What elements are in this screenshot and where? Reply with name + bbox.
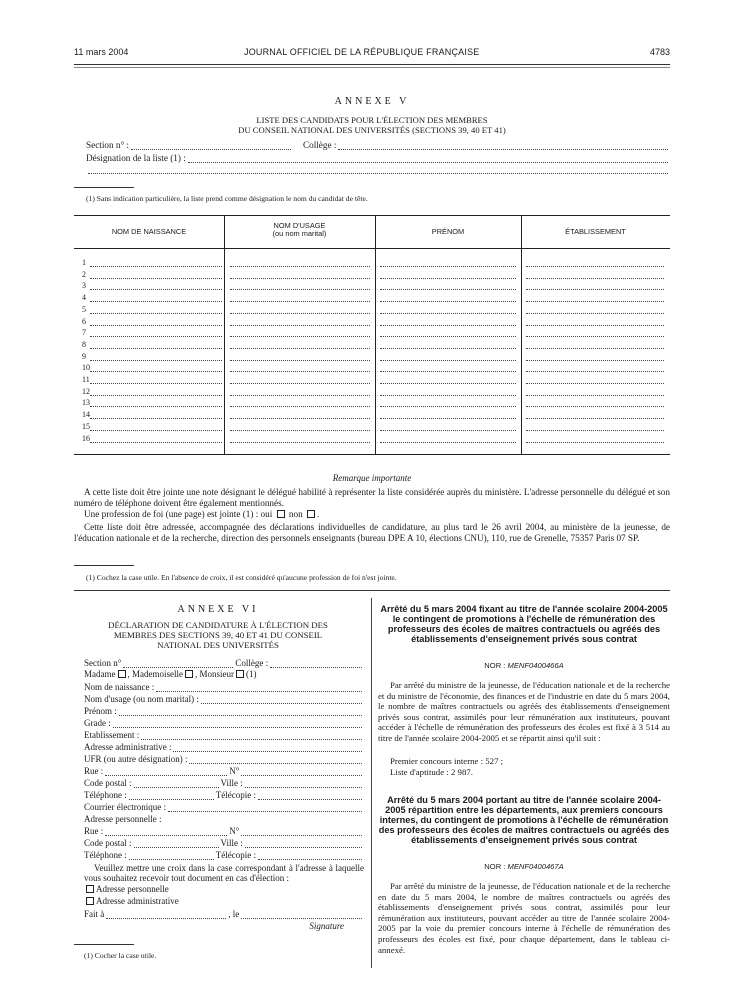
col-header-nom-naissance: NOM DE NAISSANCE [111,227,187,236]
fait-label: Fait à [84,909,105,919]
telephone2-label: Téléphone : [84,850,127,860]
row-number: 13 [82,398,90,408]
nom-naissance-cell[interactable] [90,328,222,337]
annex5-footnote-rule [74,187,134,188]
arrete2-nor-code: MENF0400467A [507,862,564,871]
header-rule [74,64,670,65]
annex5-footnote: (1) Sans indication particulière, la liste prend comme désignation le nom du candidat de tête. [86,194,368,203]
nom-naissance-cell[interactable] [90,258,222,267]
table-row [74,398,670,409]
option-perso-row [84,883,364,895]
adresse-administrative-label: Adresse administrative : [84,742,172,752]
nom-naissance-label: Nom de naissance : [84,682,155,692]
prenom-cell[interactable] [380,363,516,372]
nom-usage-cell[interactable] [230,305,370,314]
prenom-cell[interactable] [380,281,516,290]
annex6-college-field[interactable] [270,660,362,668]
annex5-college-label: Collège : [302,140,337,150]
courrier-field[interactable] [168,804,362,812]
adresse-perso-label: Adresse personnelle : [84,814,162,824]
annex5-designation-row [86,153,670,163]
nom-naissance-cell[interactable] [90,270,222,279]
etablissement-cell[interactable] [526,340,664,349]
annex6-title: ANNEXE VI [177,604,259,615]
ville2-label: Ville : [220,838,243,848]
row-number: 2 [82,269,86,279]
table-row [74,317,670,328]
arrete1-nor-label: NOR : [484,661,506,670]
etablissement-cell[interactable] [526,270,664,279]
nom-usage-field[interactable] [201,696,362,704]
table-row [74,293,670,304]
candidates-table [74,215,670,455]
annex6-rue-row [84,764,364,776]
checkbox-mademoiselle[interactable] [185,670,193,678]
monsieur-label: Monsieur [199,669,234,679]
arrete1-item1: Premier concours interne : 527 ; [390,756,504,766]
etablissement-cell[interactable] [526,293,664,302]
annex5-footnote2-rule [74,565,134,566]
annex6-telephone-row [84,788,364,800]
etablissement-cell[interactable] [526,317,664,326]
prenom-label: Prénom : [84,706,117,716]
annex6-courrier-row [84,800,364,812]
arrete2-nor-label: NOR : [484,862,506,871]
prenom-cell[interactable] [380,375,516,384]
nom-naissance-cell[interactable] [90,281,222,290]
row-number: 7 [82,328,86,338]
running-header [74,47,670,61]
adresse-administrative-field[interactable] [173,744,362,752]
annex6-college-label: Collège : [235,658,269,668]
row-number: 14 [82,410,90,420]
remark-paragraph-3 [74,522,670,543]
table-row [74,434,670,445]
annex6-code-postal-row [84,776,364,788]
table-row [74,258,670,269]
row-number: 1 [82,258,86,267]
remark-paragraph-3-text: Cette liste doit être adressée, accompagnée des déclarations individuelles de candidature, au plus tard le 26 avril 2004, au ministère de la jeunesse, de l'éducation nationale et de la recherche, direction des personnels enseignants (bureau DPE A 10, élections CNU), 110, rue de Grenelle, 75357 Paris 07 SP. [74,522,670,543]
row-number: 16 [82,433,90,443]
row-number: 10 [82,363,90,373]
nom-usage-cell[interactable] [230,422,370,431]
annex5-designation-label: Désignation de la liste (1) : [86,153,186,163]
table-row [74,363,670,374]
etablissement-cell[interactable] [526,352,664,361]
nom-usage-cell[interactable] [230,352,370,361]
table-row [74,422,670,433]
etablissement-cell[interactable] [526,258,664,267]
rue2-label: Rue : [84,826,104,836]
row-number: 15 [82,421,90,431]
etablissement-cell[interactable] [526,387,664,396]
annex6-code-postal2-row [84,836,364,848]
nom-naissance-cell[interactable] [90,375,222,384]
prenom-cell[interactable] [380,352,516,361]
annex6-section-field[interactable] [123,660,233,668]
checkbox-adresse-perso[interactable] [86,885,94,893]
annex6-adresse-perso-row [84,812,364,824]
table-row [74,375,670,386]
nom-usage-cell[interactable] [230,328,370,337]
etablissement-cell[interactable] [526,375,664,384]
annex5-college-field[interactable] [338,142,668,150]
col-header-prenom: PRÉNOM [431,227,465,236]
table-row [74,270,670,281]
column-divider [371,598,372,968]
remark-paragraph-2: Une profession de foi (une page) est jointe (1) : oui non . [84,509,320,519]
remark-paragraph-1 [74,487,670,508]
header-page-number: 4783 [649,47,670,57]
prenom-cell[interactable] [380,434,516,443]
code-postal2-label: Code postal : [84,838,132,848]
mademoiselle-label: Mademoiselle [132,669,183,679]
row-number: 4 [82,293,86,303]
annex6-section-label: Section n° [84,658,122,668]
annex6-telephone2-row [84,848,364,860]
annex5-subtitle-line1: LISTE DES CANDIDATS POUR L'ÉLECTION DES MEMBRES [256,115,488,125]
checkbox-adresse-admin[interactable] [86,897,94,905]
annex6-grade-row [84,716,364,728]
annex6-adresse-administrative-row [84,740,364,752]
le-field[interactable] [241,911,362,919]
row-number: 6 [82,316,86,326]
grade-label: Grade : [84,718,111,728]
annex6-prenom-row [84,704,364,716]
arrete1-title: Arrêté du 5 mars 2004 fixant au titre de l'année scolaire 2004-2005 le contingent de promotions à l'échelle de rémunération des professeurs des écoles de maîtres contractuels ou agréés des établissements d'enseignement privés sous contrat [380,604,668,644]
nom-naissance-cell[interactable] [90,340,222,349]
annex5-subtitle-line2: DU CONSEIL NATIONAL DES UNIVERSITÉS (SECTIONS 39, 40 ET 41) [238,125,506,135]
annex6-footnote-rule [74,944,134,945]
nom-usage-cell[interactable] [230,340,370,349]
row-number: 12 [82,386,90,396]
arrete2-body: Par arrêté du ministre de la jeunesse, de l'éducation nationale et de la recherche en date du 5 mars 2004, le nombre de maîtres contractuels ou agréés des établissements d'enseignement privés sous contrat, assimilés pour leur rémunération aux instituteurs, pouvant accéder au titre de l'année scolaire 2004-2005 par la voie du premier concours interne à l'échelle de rémunération des professeurs des écoles est fixé, pour chaque département, dans le tableau ci-annexé. [378,881,670,955]
header-rule-thin [74,67,670,68]
telecopie-field[interactable] [258,792,362,800]
prenom-cell[interactable] [380,410,516,419]
nom-usage-cell[interactable] [230,410,370,419]
annex5-section-row [86,140,670,150]
telecopie2-label: Télécopie : [215,850,256,860]
annex5-designation-row2 [86,166,670,174]
rue2-field[interactable] [105,828,227,836]
etablissement-cell[interactable] [526,305,664,314]
etablissement-cell[interactable] [526,363,664,372]
nom-usage-cell[interactable] [230,293,370,302]
courrier-label: Courrier électronique : [84,802,166,812]
ville-label: Ville : [220,778,243,788]
prenom-cell[interactable] [380,305,516,314]
telecopie-label: Télécopie : [215,790,256,800]
nom-naissance-cell[interactable] [90,398,222,407]
nom-naissance-cell[interactable] [90,422,222,431]
arrete2-title: Arrêté du 5 mars 2004 portant au titre de l'année scolaire 2004-2005 répartition entre les départements, aux premiers concours internes, du contingent de promotions à l'échelle de rémunération des professeurs des écoles de maîtres contractuels ou agréés des établissements d'enseignement privés sous contrat [378,795,670,845]
remark-paragraph-2-text: Une profession de foi (une page) est jointe (1) : oui [84,509,273,519]
etablissement-cell[interactable] [526,410,664,419]
telephone2-field[interactable] [129,852,214,860]
table-row [74,281,670,292]
prenom-cell[interactable] [380,398,516,407]
checkbox-non[interactable] [307,510,315,518]
header-date: 11 mars 2004 [74,47,129,57]
prenom-cell[interactable] [380,387,516,396]
nom-naissance-cell[interactable] [90,293,222,302]
row-number: 5 [82,304,86,314]
table-row [74,387,670,398]
ufr-label: UFR (ou autre désignation) : [84,754,188,764]
arrete2-nor [378,862,670,871]
grade-field[interactable] [113,720,362,728]
row-number: 8 [82,339,86,349]
nom-usage-cell[interactable] [230,317,370,326]
no2-label: N° [229,826,240,836]
nom-usage-cell[interactable] [230,281,370,290]
rue-field[interactable] [105,768,227,776]
table-row [74,305,670,316]
madame-label: Madame [84,669,116,679]
etablissement-cell[interactable] [526,328,664,337]
annex6-field-rows [84,680,364,764]
annex5-designation-field-continued[interactable] [88,166,668,174]
no2-field[interactable] [241,828,362,836]
nom-naissance-cell[interactable] [90,305,222,314]
col-header-nom-usage [224,222,375,238]
signature-label: Signature [309,921,344,931]
telephone-field[interactable] [129,792,214,800]
table-row [74,328,670,339]
annex6-nom-naissance-row [84,680,364,692]
nom-naissance-cell[interactable] [90,434,222,443]
prenom-field[interactable] [119,708,362,716]
annex6-nom-usage-row [84,692,364,704]
etablissement-cell[interactable] [526,434,664,443]
no-label: N° [229,766,240,776]
nom-usage-cell[interactable] [230,398,370,407]
col-header-nom-usage-line2: (ou nom marital) [272,229,327,238]
civility-note: (1) [246,669,257,679]
prenom-cell[interactable] [380,293,516,302]
row-number: 9 [82,351,86,361]
prenom-cell[interactable] [380,258,516,267]
header-journal-title: JOURNAL OFFICIEL DE LA RÉPUBLIQUE FRANÇAISE [244,47,480,57]
arrete1-nor-code: MENF0400466A [507,661,564,670]
nom-usage-cell[interactable] [230,270,370,279]
annex6-subtitle-line2: MEMBRES DES SECTIONS 39, 40 ET 41 DU CONSEIL [113,630,323,640]
annex5-title: ANNEXE V [334,96,410,107]
nom-naissance-field[interactable] [156,684,362,692]
annex6-section-row [84,656,364,668]
nom-usage-cell[interactable] [230,363,370,372]
prenom-cell[interactable] [380,422,516,431]
nom-usage-cell[interactable] [230,258,370,267]
annex6-fait-row [84,907,364,919]
annex6-etablissement-row [84,728,364,740]
checkbox-monsieur[interactable] [236,670,244,678]
annex6-subtitle-line1: DÉCLARATION DE CANDIDATURE À L'ÉLECTION DES [108,620,328,630]
etablissement-cell[interactable] [526,422,664,431]
annex5-designation-field[interactable] [188,155,668,163]
annex5-footnote2: (1) Cochez la case utile. En l'absence de croix, il est considéré qu'aucune profession de foi n'est jointe. [86,573,397,582]
etablissement-field[interactable] [141,732,362,740]
col-header-nom-usage-line1: NOM D'USAGE [273,221,326,230]
etablissement-cell[interactable] [526,398,664,407]
table-row [74,340,670,351]
telephone-label: Téléphone : [84,790,127,800]
le-label: , le [228,909,240,919]
etablissement-label: Etablissement : [84,730,140,740]
arrete1-item2: Liste d'aptitude : 2 987. [390,767,473,777]
prenom-cell[interactable] [380,328,516,337]
annex6-subtitle-line3: NATIONAL DES UNIVERSITÉS [157,640,279,650]
option-perso-label: Adresse personnelle [96,884,169,894]
prenom-cell[interactable] [380,270,516,279]
annex6-form [84,656,364,931]
nom-usage-cell[interactable] [230,375,370,384]
telecopie2-field[interactable] [258,852,362,860]
option-admin-row [84,895,364,907]
table-header-rule [74,248,670,249]
remark-paragraph-2-non: non [288,509,303,519]
option-admin-label: Adresse administrative [96,896,179,906]
row-number: 3 [82,281,86,291]
arrete1-body: Par arrêté du ministre de la jeunesse, de l'éducation nationale et de la recherche et du ministre de l'économie, des finances et de l'industrie en date du 5 mars 2004, le nombre de maîtres contractuels ou agréés des établissements d'enseignement privés sous contrat, assimilés pour leur rémunération aux instituteurs, pouvant accéder à l'échelle de rémunération des professeurs des écoles est fixé à 3 514 au titre de l'année scolaire 2004-2005 et se répartit ainsi qu'il suit : [378,680,670,743]
nom-naissance-cell[interactable] [90,387,222,396]
code-postal-label: Code postal : [84,778,132,788]
remark-paragraph-1-text: A cette liste doit être jointe une note désignant le délégué habilité à représenter la liste considérée auprès du ministère. L'adresse personnelle du délégué et son numéro de téléphone doivent être également mentionnés. [74,487,670,508]
fait-field[interactable] [106,911,226,919]
annex6-civility-row: Madame , Mademoiselle , Monsieur (1) [84,669,257,679]
annex6-subtitle [74,620,362,650]
table-row [74,410,670,421]
annex6-ufr-row [84,752,364,764]
annex5-section-label: Section n° : [86,140,129,150]
annex5-subtitle [74,115,670,135]
annex6-instruction: Veuillez mettre une croix dans la case correspondant à l'adresse à laquelle vous souhaitez recevoir tout document en cas d'élection : [84,863,364,883]
annex6-rue2-row [84,824,364,836]
remark-title: Remarque importante [332,473,412,483]
checkbox-oui[interactable] [277,510,285,518]
section-divider [74,590,670,591]
ville2-field[interactable] [245,840,362,848]
nom-naissance-cell[interactable] [90,363,222,372]
col-header-etablissement: ÉTABLISSEMENT [565,227,626,236]
nom-naissance-cell[interactable] [90,410,222,419]
nom-naissance-cell[interactable] [90,352,222,361]
rue-label: Rue : [84,766,104,776]
etablissement-cell[interactable] [526,281,664,290]
code-postal-field[interactable] [134,780,219,788]
prenom-cell[interactable] [380,317,516,326]
nom-usage-cell[interactable] [230,387,370,396]
nom-naissance-cell[interactable] [90,317,222,326]
nom-usage-label: Nom d'usage (ou nom marital) : [84,694,199,704]
ville-field[interactable] [245,780,362,788]
code-postal2-field[interactable] [134,840,219,848]
checkbox-madame[interactable] [118,670,126,678]
ufr-field[interactable] [189,756,362,764]
row-number: 11 [82,375,90,384]
nom-usage-cell[interactable] [230,434,370,443]
table-row [74,352,670,363]
annex5-section-field[interactable] [131,142,291,150]
no-field[interactable] [241,768,362,776]
arrete1-nor [378,661,670,670]
prenom-cell[interactable] [380,340,516,349]
annex6-footnote: (1) Cocher la case utile. [84,951,157,960]
